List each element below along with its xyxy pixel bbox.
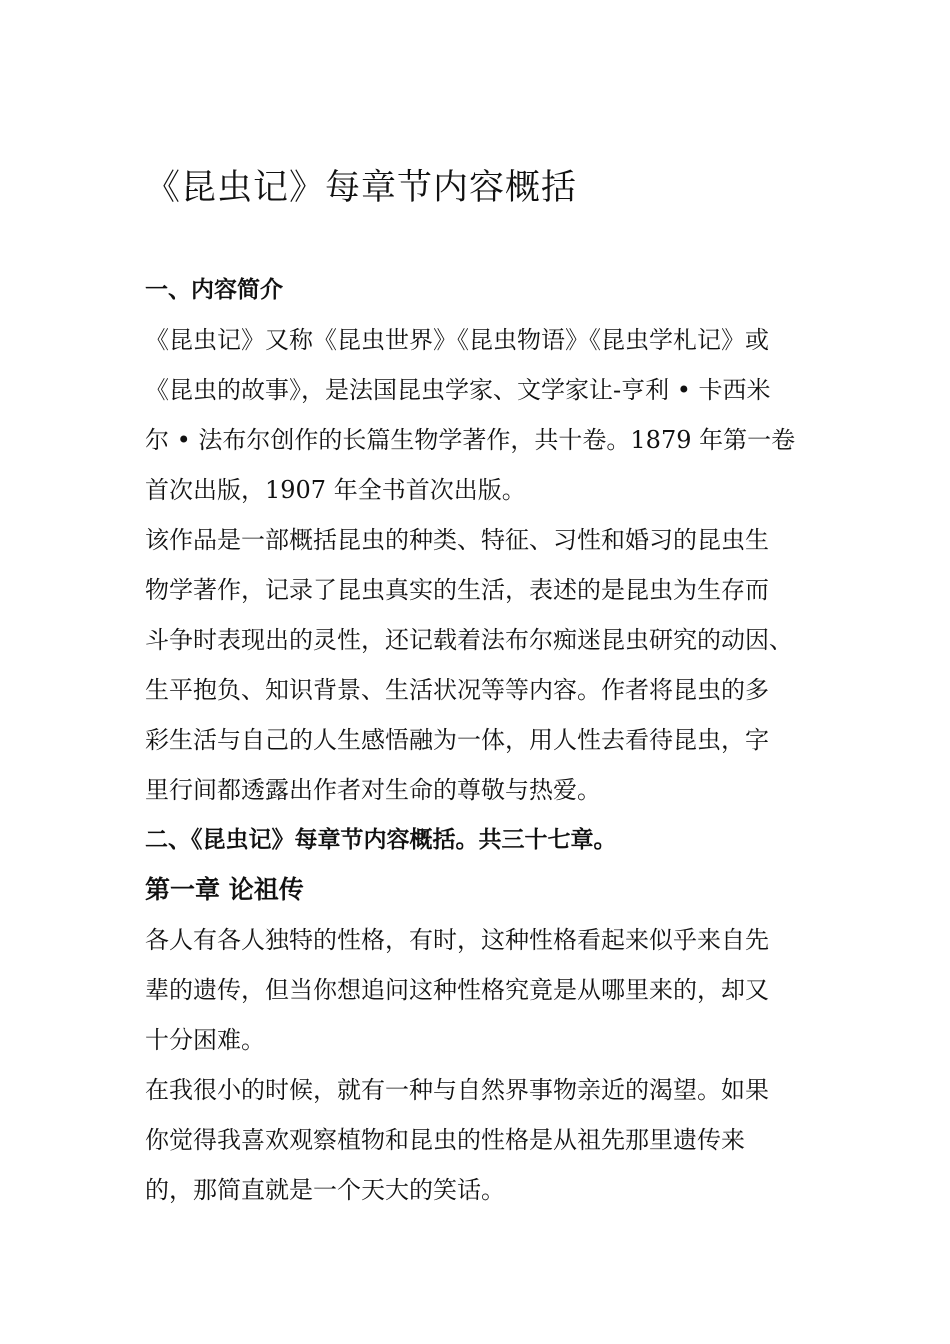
paragraph-intro-2: [145, 515, 845, 815]
text-line: 《昆虫的故事》，是法国昆虫学家、文学家让-亨利 • 卡西米: [145, 376, 771, 404]
paragraph-chapter1-1: [145, 915, 845, 1065]
text-line: 尔 • 法布尔创作的长篇生物学著作，共十卷。1879 年第一卷: [145, 426, 796, 454]
text-line: 《昆虫记》又称《昆虫世界》《昆虫物语》《昆虫学札记》或: [145, 326, 769, 354]
paragraph-intro-1: [145, 315, 845, 515]
text-line: 彩生活与自己的人生感悟融为一体，用人性去看待昆虫，字: [145, 726, 769, 754]
text-line: 该作品是一部概括昆虫的种类、特征、习性和婚习的昆虫生: [145, 526, 769, 554]
section-heading-intro: 一、内容简介: [145, 277, 283, 303]
document-title: 《昆虫记》每章节内容概括: [145, 168, 578, 208]
text-line: 物学著作，记录了昆虫真实的生活，表述的是昆虫为生存而: [145, 576, 769, 604]
text-line: 的，那简直就是一个天大的笑话。: [145, 1176, 505, 1204]
text-line: 你觉得我喜欢观察植物和昆虫的性格是从祖先那里遗传来: [145, 1126, 745, 1154]
text-line: 首次出版，1907 年全书首次出版。: [145, 476, 526, 504]
text-line: 生平抱负、知识背景、生活状况等等内容。作者将昆虫的多: [145, 676, 769, 704]
text-line: 各人有各人独特的性格，有时，这种性格看起来似乎来自先: [145, 926, 769, 954]
text-line: 辈的遗传，但当你想追问这种性格究竟是从哪里来的，却又: [145, 976, 769, 1004]
section-heading-chapters: 二、《昆虫记》每章节内容概括。共三十七章。: [145, 827, 617, 853]
text-line: 斗争时表现出的灵性，还记载着法布尔痴迷昆虫研究的动因、: [145, 626, 793, 654]
text-line: 十分困难。: [145, 1026, 265, 1054]
document-body: [145, 265, 845, 1215]
text-line: 在我很小的时候，就有一种与自然界事物亲近的渴望。如果: [145, 1076, 769, 1104]
paragraph-chapter1-2: [145, 1065, 845, 1215]
text-line: 里行间都透露出作者对生命的尊敬与热爱。: [145, 776, 601, 804]
chapter-heading-1: 第一章 论祖传: [145, 875, 304, 904]
